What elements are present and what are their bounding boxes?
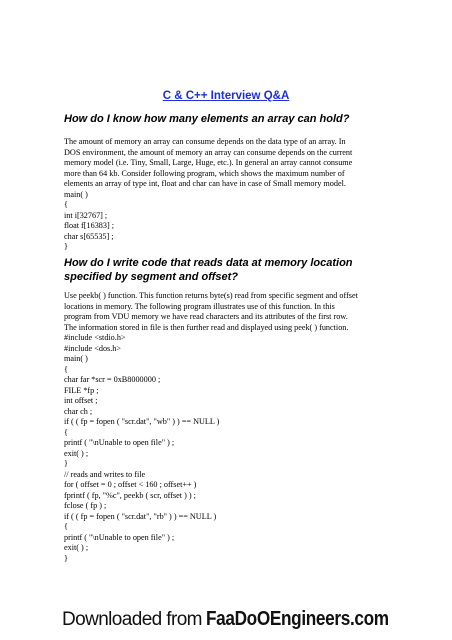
- text-line: locations in memory. The following program illustrates use of this function. In this: [64, 301, 335, 311]
- answer-paragraph: [64, 137, 404, 190]
- text-line: char ch ;: [64, 406, 93, 416]
- question-heading-array-size: How do I know how many elements an array can hold?: [64, 113, 350, 125]
- text-line: The amount of memory an array can consume depends on the data type of an array. In: [64, 137, 346, 146]
- text-line: char s[65535] ;: [64, 231, 114, 241]
- answer-paragraph: [64, 291, 404, 333]
- text-line: int i[32767] ;: [64, 210, 108, 220]
- text-line: elements an array of type int, float and char can have in case of Small memory model.: [64, 179, 346, 188]
- text-line: float f[16383] ;: [64, 221, 115, 230]
- text-line: if ( ( fp = fopen ( "scr.dat", "rb" ) ) == NULL ): [64, 511, 217, 521]
- text-line: program from VDU memory we have read characters and its attributes of the first row.: [64, 312, 348, 321]
- text-line: fclose ( fp ) ;: [64, 501, 107, 510]
- text-line: exit( ) ;: [64, 448, 89, 458]
- text-line: exit( ) ;: [64, 543, 89, 552]
- text-line: }: [64, 459, 68, 468]
- text-line: {: [64, 200, 68, 209]
- footer-prefix-text: Downloaded from: [62, 609, 202, 630]
- answer-block-peekb: [64, 291, 404, 564]
- footer-brand-logo: FaaDoOEngineers.com: [205, 608, 389, 630]
- text-line: {: [64, 364, 68, 374]
- text-line: // reads and writes to file: [64, 469, 146, 479]
- text-line: DOS environment, the amount of memory an array can consume depends on the current: [64, 147, 353, 157]
- text-line: memory model (i.e. Tiny, Small, Large, Huge, etc.). In general an array cannot consume: [64, 158, 353, 167]
- text-line: FILE *fp ;: [64, 385, 99, 395]
- question-heading-peekb: How do I write code that reads data at memory location specified by segment and offset?: [64, 257, 353, 283]
- text-line: The information stored in file is then further read and displayed using peek( ) function.: [64, 322, 349, 332]
- text-line: main( ): [64, 354, 88, 363]
- text-line: main( ): [64, 189, 88, 199]
- text-line: #include <dos.h>: [64, 343, 121, 353]
- text-line: }: [64, 242, 68, 251]
- text-line: int offset ;: [64, 396, 98, 405]
- download-footer: [62, 606, 392, 634]
- answer-block-array-size: [64, 137, 404, 253]
- text-line: more than 64 kb. Consider following program, which shows the maximum number of: [64, 168, 345, 178]
- text-line: {: [64, 522, 68, 531]
- code-listing: [64, 333, 404, 564]
- text-line: printf ( "\nUnable to open file" ) ;: [64, 438, 175, 447]
- text-line: }: [64, 553, 68, 563]
- text-line: {: [64, 427, 68, 437]
- text-line: char far *scr = 0xB8000000 ;: [64, 375, 161, 384]
- code-listing: [64, 190, 404, 253]
- text-line: fprintf ( fp, "%c", peekb ( scr, offset ) ) ;: [64, 490, 196, 500]
- page-title: C & C++ Interview Q&A: [162, 90, 290, 102]
- text-line: #include <stdio.h>: [64, 333, 126, 342]
- text-line: if ( ( fp = fopen ( "scr.dat", "wb" ) ) == NULL ): [64, 417, 220, 426]
- text-line: Use peekb( ) function. This function returns byte(s) read from specific segment and offset: [64, 291, 358, 300]
- text-line: printf ( "\nUnable to open file" ) ;: [64, 532, 175, 542]
- text-line: for ( offset = 0 ; offset < 160 ; offset++ ): [64, 480, 197, 489]
